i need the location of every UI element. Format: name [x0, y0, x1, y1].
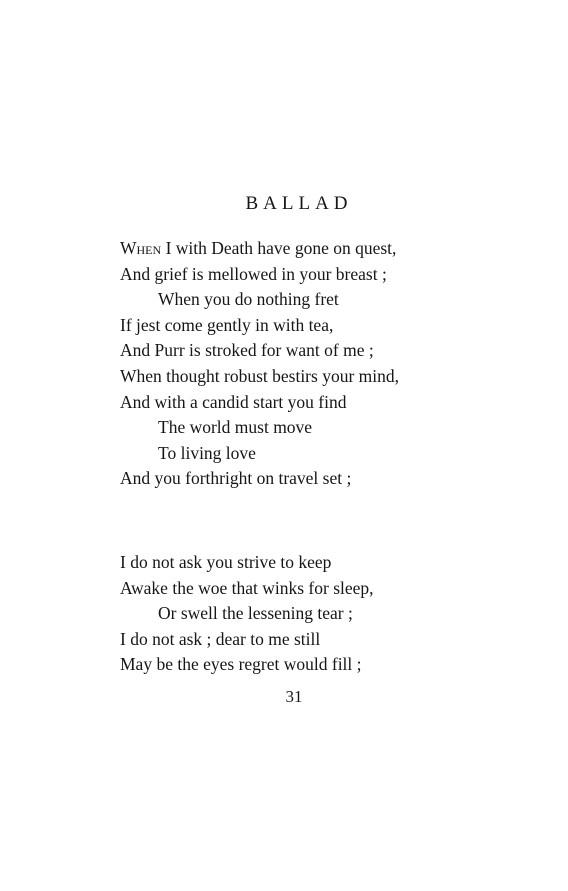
- poem-line-15: May be the eyes regret would fill ;: [120, 654, 362, 675]
- poem-title: BALLAD: [245, 193, 353, 214]
- drop-word: When: [120, 238, 162, 258]
- poem-line-5: And Purr is stroked for want of me ;: [120, 340, 374, 361]
- poem-line-9: To living love: [158, 442, 256, 463]
- stanza-2: [120, 550, 374, 678]
- poem-line-1-rest: I with Death have gone on quest,: [161, 238, 397, 258]
- poem-line-14: I do not ask ; dear to me still: [120, 628, 321, 649]
- poem-line-7: And with a candid start you find: [120, 391, 347, 412]
- poem-line-8: The world must move: [158, 417, 313, 438]
- page-number: 31: [285, 687, 303, 706]
- poem-line-6: When thought robust bestirs your mind,: [120, 365, 400, 386]
- stanza-1: [120, 236, 399, 492]
- poem-line-1: [120, 236, 399, 262]
- poem-line-11: I do not ask you strive to keep: [120, 552, 332, 572]
- poem-line-2: And grief is mellowed in your breast ;: [120, 263, 387, 284]
- poem-line-10: And you forthright on travel set ;: [120, 468, 352, 489]
- poem-line-3: When you do nothing fret: [158, 289, 339, 310]
- poem-line-4: If jest come gently in with tea,: [120, 314, 334, 335]
- poem-line-12: Awake the woe that winks for sleep,: [120, 577, 374, 598]
- poem-line-13: Or swell the lessening tear ;: [158, 603, 353, 624]
